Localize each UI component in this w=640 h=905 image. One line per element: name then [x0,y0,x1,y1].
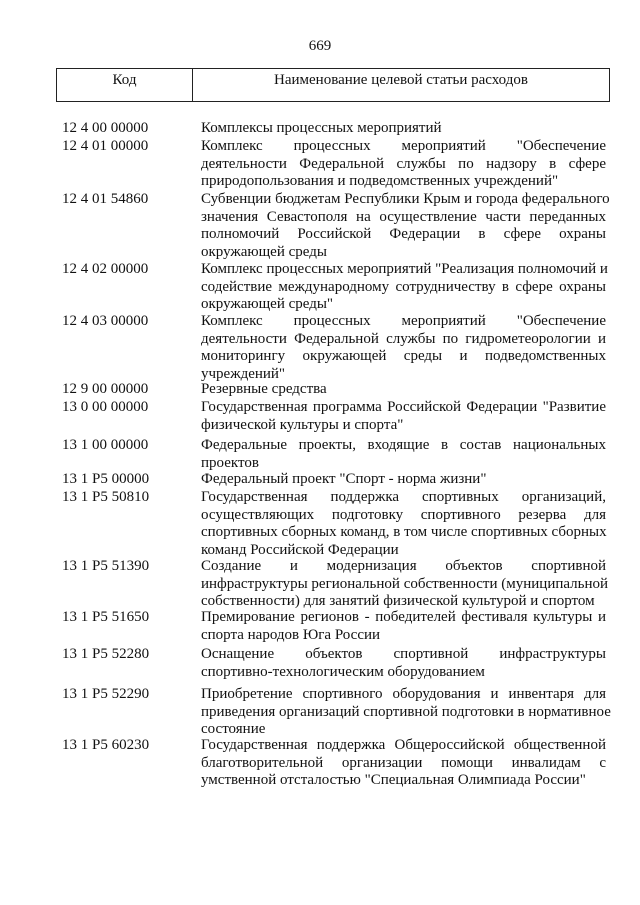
row-name-line: физической культуры и спорта" [201,416,404,433]
row-name-line: команд Российской Федерации [201,541,399,558]
row-name-line: Комплекс процессных мероприятий "Обеспечение [201,138,606,154]
row-code: 12 4 01 00000 [62,138,149,154]
row-name-line: проектов [201,454,259,471]
row-name [201,609,606,644]
row-name-line: Субвенции бюджетам Республики Крым и города федерального [201,191,610,207]
row-code: 13 0 00 00000 [62,399,149,415]
row-name-line: спортивных сборных команд, в том числе спортивных сборных [201,524,607,541]
row-name-line: Федеральные проекты, входящие в состав национальных [201,437,606,453]
row-name-line: приведения организаций спортивной подготовки в нормативное [201,703,611,720]
row-name [201,261,606,314]
row-name-line: собственности) для занятий физической культурой и спортом [201,593,595,610]
row-name [201,120,606,138]
row-name-line: учреждений" [201,365,286,382]
row-name-line: Государственная поддержка Общероссийской общественной [201,737,606,753]
row-name-line: значения Севастополя на осуществление части переданных [201,208,606,225]
row-name-line: природопользования и подведомственных учреждений" [201,173,559,190]
header-code: Код [57,69,193,101]
row-name [201,686,611,739]
row-name [201,381,606,399]
row-name [201,191,610,261]
row-name [201,737,606,790]
row-name-line: спорта народов Юга России [201,626,381,643]
row-name-line: Резервные средства [201,381,327,397]
row-name-line: благотворительной организации помощи инвалидам с [201,754,606,771]
page-number: 669 [308,38,332,54]
row-name [201,313,606,383]
row-name-line: деятельности Федеральной службы по гидрометеорологии и [201,330,606,347]
row-code: 13 1 P5 51650 [62,609,150,625]
row-name-line: Комплекс процессных мероприятий "Реализация полномочий и [201,261,608,277]
row-name-line: полномочий Российской Федерации в сфере охраны [201,226,606,243]
row-code: 12 9 00 00000 [62,381,149,397]
row-name [201,138,606,191]
row-name-line: состояние [201,721,266,738]
row-name-line: деятельности Федеральной службы по надзору в сфере [201,155,606,172]
row-name-line: окружающей среды [201,243,327,260]
row-code: 12 4 03 00000 [62,313,149,329]
row-name-line: Создание и модернизация объектов спортивной [201,558,606,574]
row-code: 13 1 P5 00000 [62,471,150,487]
row-name-line: Федеральный проект "Спорт - норма жизни" [201,471,487,487]
row-name-line: спортивно-технологическим оборудованием [201,663,485,680]
row-code: 13 1 P5 52280 [62,646,150,662]
row-name-line: инфраструктуры региональной собственности (муниципальной [201,575,609,592]
table-header [56,68,610,102]
row-name [201,558,609,611]
row-name-line: Приобретение спортивного оборудования и инвентаря для [201,686,606,702]
row-code: 13 1 P5 51390 [62,558,150,574]
row-code: 13 1 P5 50810 [62,489,150,505]
row-name-line: мониторингу окружающей среды и подведомственных [201,348,606,365]
row-name-line: Комплексы процессных мероприятий [201,120,442,136]
header-name: Наименование целевой статьи расходов [274,72,528,88]
row-name-line: содействие международному сотрудничеству в сфере охраны [201,278,606,295]
row-name-line: Премирование регионов - победителей фестиваля культуры и [201,609,606,625]
row-name [201,399,606,434]
row-code: 13 1 P5 60230 [62,737,150,753]
row-name-line: умственной отсталостью "Специальная Олимпиада России" [201,772,586,789]
row-code: 12 4 00 00000 [62,120,149,136]
row-code: 13 1 P5 52290 [62,686,150,702]
row-code: 12 4 01 54860 [62,191,149,207]
row-code: 13 1 00 00000 [62,437,149,453]
row-name-line: осуществляющих подготовку спортивного резерва для [201,506,606,523]
row-name-line: Комплекс процессных мероприятий "Обеспечение [201,313,606,329]
row-name-line: Государственная поддержка спортивных организаций, [201,489,606,505]
row-name [201,489,606,559]
row-name-line: окружающей среды" [201,296,334,313]
row-name [201,471,606,489]
row-code: 12 4 02 00000 [62,261,149,277]
row-name-line: Государственная программа Российской Федерации "Развитие [201,399,606,415]
row-name [201,646,606,681]
row-name-line: Оснащение объектов спортивной инфраструктуры [201,646,606,662]
row-name [201,437,606,472]
